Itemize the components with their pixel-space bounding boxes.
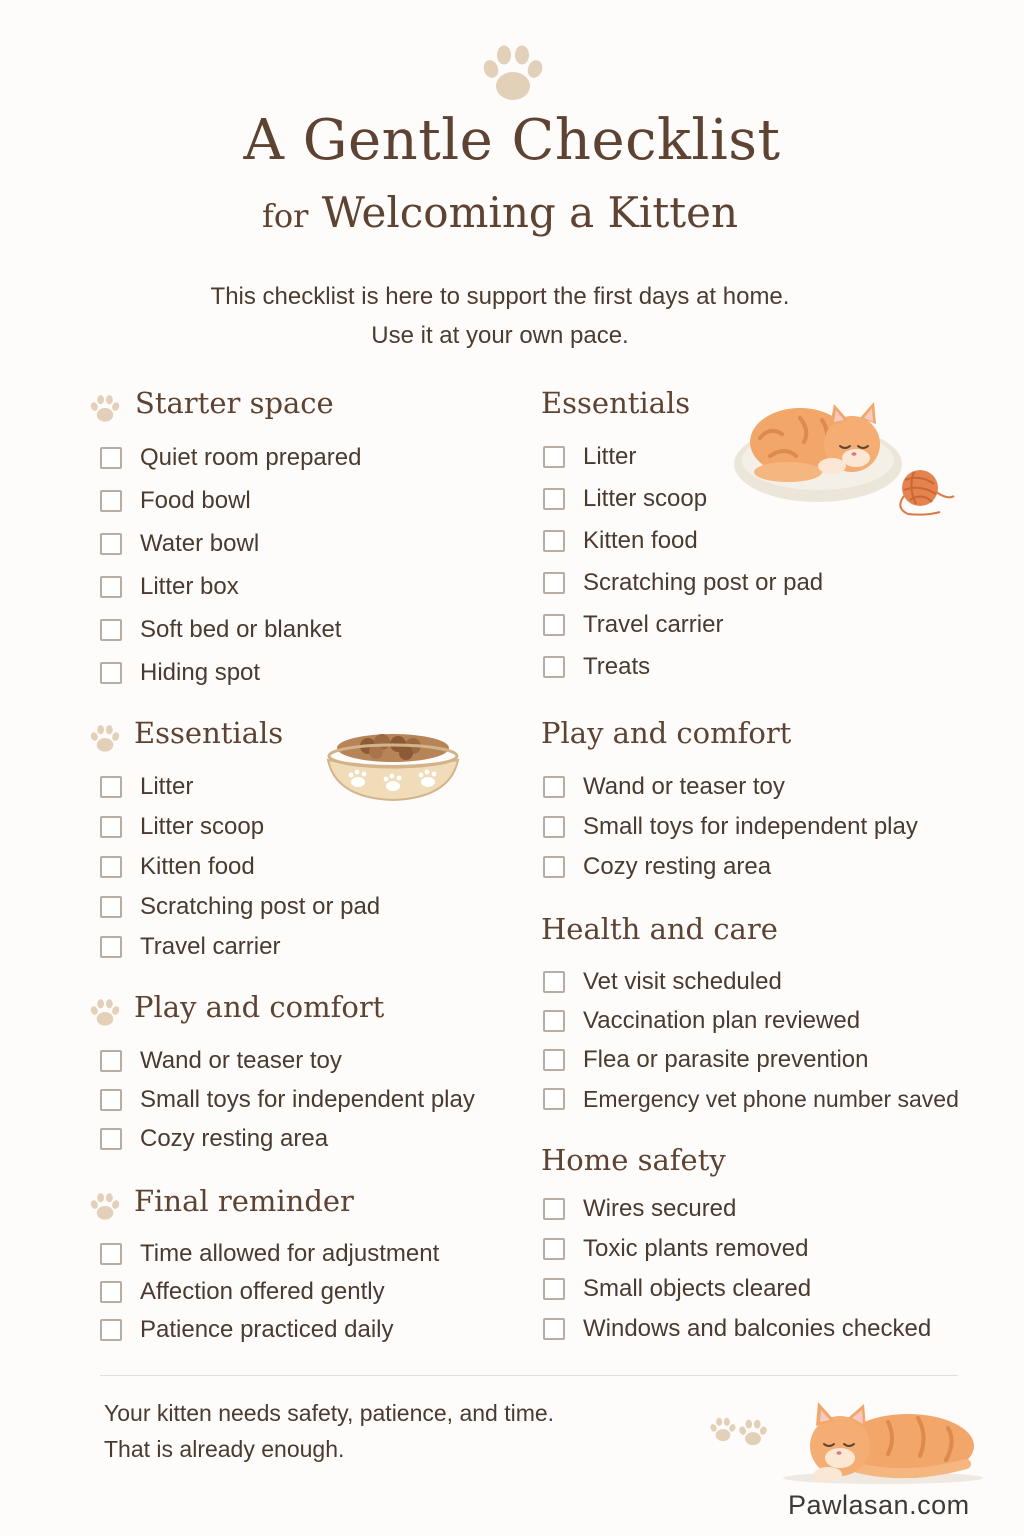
item-label: Time allowed for adjustment	[140, 1240, 440, 1267]
checklist-health-care	[543, 965, 959, 1116]
checklist-starter-space	[100, 441, 361, 690]
checklist-item[interactable]	[100, 441, 361, 475]
checkbox[interactable]	[543, 1010, 565, 1032]
footer-line-1: Your kitten needs safety, patience, and time.	[104, 1400, 555, 1426]
section-heading-home-safety: Home safety	[541, 1143, 726, 1177]
checklist-item[interactable]	[100, 850, 380, 884]
item-label: Patience practiced daily	[140, 1316, 394, 1343]
item-label: Litter	[140, 773, 194, 800]
paw-icon	[708, 1416, 738, 1444]
checkbox[interactable]	[543, 776, 565, 798]
sleeping-kitten-illustration	[730, 396, 960, 521]
checklist-item[interactable]	[543, 1232, 931, 1266]
item-label: Soft bed or blanket	[140, 616, 342, 643]
checklist-item[interactable]	[543, 1272, 931, 1306]
item-label: Travel carrier	[140, 933, 281, 960]
paw-icon	[88, 1191, 122, 1223]
item-label: Litter box	[140, 573, 239, 600]
item-label: Small toys for independent play	[140, 1086, 475, 1113]
item-label: Wand or teaser toy	[583, 773, 785, 800]
item-label: Travel carrier	[583, 611, 724, 638]
section-heading-play-comfort: Play and comfort	[134, 990, 385, 1024]
checkbox[interactable]	[100, 936, 122, 958]
checklist-item[interactable]	[100, 1275, 439, 1309]
section-heading-final-reminder: Final reminder	[134, 1184, 354, 1218]
item-label: Affection offered gently	[140, 1278, 385, 1305]
checklist-item[interactable]	[543, 810, 918, 844]
checkbox[interactable]	[100, 662, 122, 684]
checklist-play-comfort	[100, 1044, 475, 1156]
checkbox[interactable]	[543, 971, 565, 993]
item-label: Wires secured	[583, 1195, 737, 1222]
section-heading-health-care: Health and care	[541, 912, 778, 946]
subtitle-prefix: for	[261, 197, 309, 235]
checklist-item[interactable]	[543, 850, 918, 884]
item-label: Scratching post or pad	[140, 893, 381, 920]
checkbox[interactable]	[100, 816, 122, 838]
item-label: Food bowl	[140, 487, 251, 514]
checklist-final-reminder	[100, 1237, 439, 1347]
checklist-item[interactable]	[543, 965, 959, 999]
checklist-item[interactable]	[543, 1004, 959, 1038]
checkbox[interactable]	[543, 530, 565, 552]
item-label: Vet visit scheduled	[583, 968, 782, 995]
item-label: Litter scoop	[140, 813, 265, 840]
intro-line-2: Use it at your own pace.	[371, 322, 629, 349]
item-label: Kitten food	[140, 853, 255, 880]
paw-icon	[478, 42, 548, 106]
checklist-home-safety	[543, 1192, 931, 1346]
item-label: Cozy resting area	[583, 853, 772, 880]
food-bowl-illustration	[318, 726, 468, 806]
item-label: Litter	[583, 443, 637, 470]
checkbox[interactable]	[100, 533, 122, 555]
checklist-item[interactable]	[100, 570, 361, 604]
section-heading-essentials: Essentials	[541, 386, 691, 420]
section-heading-essentials: Essentials	[134, 716, 284, 750]
checkbox[interactable]	[543, 572, 565, 594]
paw-icon	[88, 723, 122, 755]
checkbox[interactable]	[100, 447, 122, 469]
checkbox[interactable]	[543, 614, 565, 636]
sleeping-kitten-illustration	[778, 1398, 988, 1488]
item-label: Litter scoop	[583, 485, 708, 512]
checklist-item[interactable]	[543, 524, 823, 558]
item-label: Small toys for independent play	[583, 813, 918, 840]
checkbox[interactable]	[100, 1281, 122, 1303]
checklist-item[interactable]	[100, 613, 361, 647]
checklist-item[interactable]	[100, 890, 380, 924]
intro-line-1: This checklist is here to support the first days at home.	[210, 283, 790, 310]
brand-link[interactable]: Pawlasan.com	[788, 1490, 970, 1520]
page-title: A Gentle Checklist	[243, 108, 781, 173]
item-label: Treats	[583, 653, 651, 680]
item-label: Scratching post or pad	[583, 569, 824, 596]
checkbox[interactable]	[100, 1319, 122, 1341]
checklist-item[interactable]	[543, 608, 823, 642]
checkbox[interactable]	[100, 856, 122, 878]
checkbox[interactable]	[100, 490, 122, 512]
item-label: Small objects cleared	[583, 1275, 812, 1302]
checklist-item[interactable]	[100, 484, 361, 518]
checkbox[interactable]	[100, 619, 122, 641]
checkbox[interactable]	[100, 576, 122, 598]
checklist-item[interactable]	[100, 1313, 439, 1347]
checklist-item[interactable]	[543, 1082, 959, 1116]
checkbox[interactable]	[543, 856, 565, 878]
item-label: Kitten food	[583, 527, 698, 554]
checklist-item[interactable]	[543, 770, 918, 804]
item-label: Windows and balconies checked	[583, 1315, 932, 1342]
paw-icon	[88, 997, 122, 1029]
item-label: Flea or parasite prevention	[583, 1046, 869, 1073]
checkbox[interactable]	[543, 488, 565, 510]
divider	[100, 1375, 958, 1376]
paw-icon	[736, 1418, 770, 1448]
checklist-item[interactable]	[543, 650, 823, 684]
checklist-item[interactable]	[100, 1044, 475, 1078]
checkbox[interactable]	[100, 1243, 122, 1265]
checkbox[interactable]	[100, 896, 122, 918]
checklist-play-comfort-right	[543, 770, 918, 884]
checkbox[interactable]	[543, 656, 565, 678]
section-heading-play-comfort: Play and comfort	[541, 716, 792, 750]
checkbox[interactable]	[543, 446, 565, 468]
checkbox[interactable]	[100, 1050, 122, 1072]
checkbox[interactable]	[543, 1278, 565, 1300]
checklist-item[interactable]	[543, 1312, 931, 1346]
checkbox[interactable]	[543, 1088, 565, 1110]
checklist-item[interactable]	[100, 656, 361, 690]
checklist-item[interactable]	[100, 1083, 475, 1117]
item-label: Water bowl	[140, 530, 260, 557]
item-label: Wand or teaser toy	[140, 1047, 342, 1074]
checkbox[interactable]	[543, 1318, 565, 1340]
checklist-item[interactable]	[543, 566, 823, 600]
section-heading-starter-space: Starter space	[135, 386, 334, 420]
checkbox[interactable]	[543, 1238, 565, 1260]
item-label: Hiding spot	[140, 659, 261, 686]
checkbox[interactable]	[543, 1198, 565, 1220]
item-label: Quiet room prepared	[140, 444, 362, 471]
checkbox[interactable]	[100, 1128, 122, 1150]
subtitle-text: Welcoming a Kitten	[321, 188, 738, 237]
checklist-item[interactable]	[100, 527, 361, 561]
checkbox[interactable]	[543, 1049, 565, 1071]
yarn-ball-icon	[900, 470, 954, 515]
item-label: Cozy resting area	[140, 1125, 329, 1152]
checklist-item[interactable]	[100, 1237, 439, 1271]
checklist-item[interactable]	[543, 1043, 959, 1077]
footer-line-2: That is already enough.	[104, 1436, 345, 1462]
checklist-item[interactable]	[100, 1122, 475, 1156]
item-label: Vaccination plan reviewed	[583, 1007, 861, 1034]
checklist-item[interactable]	[100, 810, 380, 844]
checkbox[interactable]	[100, 776, 122, 798]
item-label: Toxic plants removed	[583, 1235, 809, 1262]
checkbox[interactable]	[543, 816, 565, 838]
item-label: Emergency vet phone number saved	[583, 1085, 959, 1112]
page-subtitle	[0, 188, 1000, 237]
checkbox[interactable]	[100, 1089, 122, 1111]
paw-icon	[88, 393, 122, 425]
checklist-item[interactable]	[543, 1192, 931, 1226]
checklist-item[interactable]	[100, 930, 380, 964]
